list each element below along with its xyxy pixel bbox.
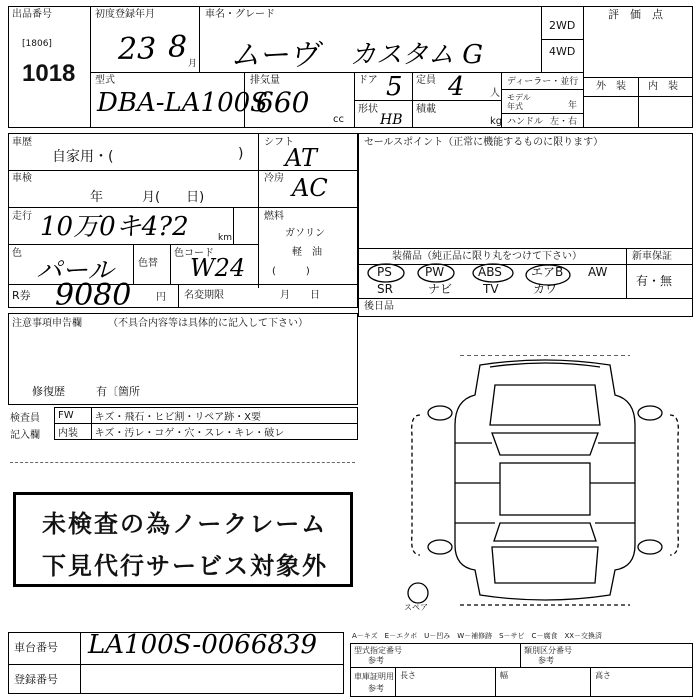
- car-diagram: [400, 355, 690, 610]
- month-unit: 月: [188, 59, 198, 69]
- chassis-value: LA100S-0066839: [88, 630, 318, 660]
- car-name: ムーヴ: [230, 38, 319, 73]
- fuel-gas: ガソリン: [285, 228, 325, 239]
- class-sub: 参考: [538, 656, 554, 665]
- shift-value: AT: [285, 144, 318, 172]
- first-reg-year: 23: [118, 32, 157, 67]
- disp-unit: cc: [333, 114, 344, 125]
- history-value: 自家用・(: [52, 149, 114, 165]
- fw-label: FW: [55, 408, 92, 424]
- length-label: 長さ: [400, 671, 416, 680]
- divider: [133, 244, 134, 284]
- lot-number: 1018: [22, 60, 76, 87]
- dealer-label: ディーラー・並行: [507, 77, 579, 87]
- name-change-value: 月 日: [280, 290, 320, 301]
- new-car-warranty-label: 新車保証: [632, 251, 672, 262]
- equip-navi: ナビ: [428, 282, 453, 296]
- inspection-value: 年 月( 日): [90, 190, 205, 205]
- divider: [90, 6, 91, 128]
- new-car-warranty-value: 有・無: [636, 274, 673, 288]
- divider: [541, 39, 583, 40]
- car-grade: カスタム G: [350, 40, 484, 70]
- divider: [80, 632, 81, 694]
- sales-point-label: セールスポイント（正常に機能するものに限ります）: [364, 137, 604, 148]
- divider: [583, 96, 693, 97]
- first-reg-label: 初度登録年月: [95, 9, 155, 20]
- equip-leather: カワ: [533, 282, 558, 296]
- inspector-label: 検査員記入欄: [10, 413, 40, 441]
- fuel-label: 燃料: [264, 211, 284, 222]
- divider: [501, 72, 502, 128]
- fuel-other: ( ): [272, 266, 310, 277]
- notes-hint: （不具合内容等は具体的に記入して下さい）: [108, 318, 308, 329]
- name-change-label: 名変期限: [184, 290, 224, 301]
- cert-sub: 参考: [368, 656, 384, 665]
- interior-label: 内 装: [648, 81, 678, 92]
- fuel-diesel: 軽 油: [292, 247, 322, 258]
- notes-label: 注意事項申告欄: [12, 318, 82, 329]
- divider: [8, 664, 344, 665]
- color-code-label: 色コード: [174, 248, 214, 259]
- divider: [233, 207, 234, 244]
- divider: [501, 89, 583, 90]
- divider: [590, 667, 591, 697]
- year-unit: 年: [568, 101, 578, 111]
- class-label: 類別区分番号: [524, 646, 572, 655]
- inspection-label: 車検: [12, 173, 32, 184]
- equip-airbag: エアB: [531, 265, 564, 279]
- spare-label: スペア: [404, 603, 428, 612]
- divider: [258, 207, 358, 208]
- color-label: 色: [12, 248, 22, 259]
- color-value: パール: [36, 256, 114, 286]
- divider: [626, 248, 627, 298]
- reg-label: 登録番号: [14, 673, 58, 686]
- cert-label: 型式指定番号: [354, 646, 402, 655]
- recycle-label: R券: [12, 289, 31, 302]
- height-label: 高さ: [595, 671, 611, 680]
- equip-aw: AW: [588, 265, 608, 279]
- ac-label: 冷房: [264, 173, 284, 184]
- shape-label: 形状: [358, 104, 378, 115]
- plate-label: 車庫証明用: [354, 672, 394, 681]
- mileage-label: 走行: [12, 211, 32, 222]
- notice-line2: 下見代行サービス対象外: [42, 552, 328, 580]
- chassis-label: 車台番号: [14, 641, 58, 654]
- repair-label: 修復歴: [32, 385, 65, 398]
- load-unit: kg: [490, 116, 503, 127]
- ac-value: AC: [292, 174, 328, 202]
- color-change-label: 色替: [138, 258, 158, 269]
- shift-label: シフト: [264, 137, 294, 148]
- model-value: DBA-LA100S: [97, 88, 268, 118]
- capacity-value: 4: [448, 72, 465, 102]
- first-reg-month: 8: [168, 30, 188, 65]
- divider: [412, 72, 413, 100]
- recycle-unit: 円: [156, 292, 166, 303]
- disp-label: 排気量: [250, 75, 280, 86]
- equip-ps: PS: [377, 265, 392, 279]
- divider: [178, 284, 179, 308]
- inspector-table: [54, 407, 358, 440]
- history-label: 車歴: [12, 137, 32, 148]
- divider: [258, 170, 358, 171]
- lot-sub: [1806]: [22, 39, 52, 49]
- divider: [395, 667, 396, 697]
- equip-tv: TV: [483, 282, 499, 296]
- disp-value: 660: [256, 86, 310, 119]
- notice-line1: 未検査の為ノークレーム: [42, 510, 328, 538]
- handle-value: 左・右: [550, 117, 578, 127]
- divider: [358, 298, 693, 299]
- interior-row-label: 内装: [55, 424, 92, 440]
- mileage-value: 10万0キ4?2: [40, 212, 189, 242]
- divider: [495, 667, 496, 697]
- recycle-value: 9080: [55, 278, 132, 313]
- divider: [501, 113, 583, 114]
- divider: [350, 667, 693, 668]
- later-date-label: 後日品: [364, 301, 394, 312]
- divider: [199, 6, 200, 72]
- equip-abs: ABS: [478, 265, 502, 279]
- model-year-label: モデル年式: [507, 93, 531, 111]
- equip-sr: SR: [377, 282, 393, 296]
- drive-2wd: 2WD: [549, 19, 576, 32]
- damage-legend: A－キズ E－エクボ U－凹み W－補修跡 S－サビ C－腐食 XX－交換済: [352, 632, 603, 640]
- car-name-label: 車名・グレード: [205, 9, 275, 20]
- divider: [258, 133, 259, 288]
- plate-sub: 参考: [368, 684, 384, 693]
- divider: [90, 72, 583, 73]
- dashed-separator: [10, 462, 355, 463]
- door-value: 5: [386, 72, 403, 102]
- capacity-label: 定員: [416, 75, 436, 86]
- person-unit: 人: [490, 88, 500, 99]
- divider: [412, 100, 413, 128]
- equip-pw: PW: [425, 265, 445, 279]
- divider: [244, 72, 245, 128]
- drive-4wd: 4WD: [549, 45, 576, 58]
- divider: [354, 100, 501, 101]
- width-label: 幅: [500, 671, 508, 680]
- divider: [583, 6, 584, 128]
- interior-row-value: キズ・汚レ・コゲ・穴・スレ・キレ・破レ: [91, 424, 357, 440]
- color-code-value: W24: [190, 254, 246, 282]
- handle-label: ハンドル: [507, 117, 544, 127]
- divider: [520, 643, 521, 667]
- door-label: ドア: [358, 75, 378, 86]
- repair-value: 有〔箇所: [96, 385, 140, 398]
- divider: [638, 77, 639, 128]
- equipment-circles: [358, 262, 598, 302]
- divider: [170, 244, 171, 284]
- paren-close: ): [238, 146, 244, 162]
- load-label: 積載: [416, 104, 436, 115]
- model-label: 型式: [95, 75, 115, 86]
- shape-value: HB: [380, 112, 403, 128]
- equipment-label: 装備品（純正品に限り丸をつけて下さい）: [392, 251, 582, 262]
- fw-value: キズ・飛石・ヒビ割・リペア跡・X要: [91, 408, 357, 424]
- divider: [358, 248, 693, 249]
- divider: [8, 170, 258, 171]
- mileage-unit: km: [218, 233, 232, 243]
- score-label: 評 価 点: [608, 8, 663, 21]
- lot-label: 出品番号: [12, 9, 52, 20]
- exterior-label: 外 装: [596, 81, 626, 92]
